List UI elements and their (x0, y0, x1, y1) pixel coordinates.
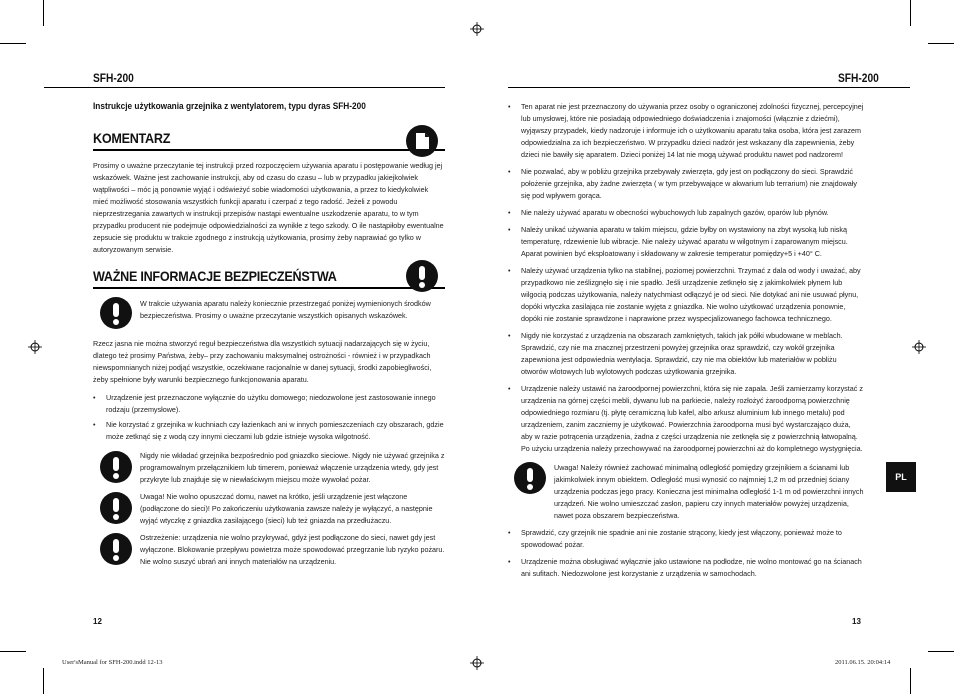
crop-mark (0, 43, 26, 44)
warning-text: Ostrzeżenie: urządzenia nie wolno przykrywać, gdyż jest podłączone do sieci, nawet gdy jest wyłączone. Blokowanie przepływu powietrza może spowodować przegrzanie lub ryzyko pożaru. Nie wolno suszyć ubrań ani innych materiałów na urządzeniu. (140, 533, 445, 566)
language-tab: PL (886, 462, 916, 492)
section-rule (93, 287, 445, 289)
list-item: • Urządzenie jest przeznaczone wyłącznie do użytku domowego; niedozwolone jest zastosowanie innego rodzaju (przemysłowe). (93, 392, 445, 416)
header-rule-left (44, 87, 445, 88)
exclamation-icon (514, 462, 546, 494)
safety-intro-text: Rzecz jasna nie można stworzyć reguł bezpieczeństwa dla wszystkich sytuacji nadarzających się w życiu, dlatego też prosimy Państwa, żeby– przy zachowaniu maksymalnej ostrożności - również i w przypadkach niewspomnianych niżej podjąć wszystkie, oczekiwane racjonalnie w danej sytuacji, środki zapobiegliwości, żeby spełnione były warunki bezpiecznego funkcjonowania aparatu. (93, 339, 432, 384)
right-bullet-list-2 (508, 527, 864, 580)
crop-mark (43, 668, 44, 694)
right-bullet-list (508, 101, 864, 455)
warning-text: Uwaga! Nie wolno opuszczać domu, nawet na krótko, jeśli urządzenie jest włączone (podłączone do sieci)! Po zakończeniu użytkowania zawsze należy je wyłączyć, a następnie wyjąć wtyczkę z gniazdka zasilającego (sieci) lub też gniazda na przedłużaczu. (140, 492, 433, 525)
crop-mark (910, 0, 911, 26)
crop-mark (910, 668, 911, 694)
section-title-safety: WAŻNE INFORMACJE BEZPIECZEŃSTWA (93, 268, 337, 284)
list-item: • Ten aparat nie jest przeznaczony do używania przez osoby o ograniczonej zdolności fizycznej, percepcyjnej lub umysłowej, które nie posiadają odpowiedniego doświadczenia i znajomości (włącznie z dziećmi), wyjąwszy przypadek, kiedy nadzoruje i informuje ich o użytkowaniu aparatu taka osoba, która jest zarazem odpowiedzialna za ich bezpieczeństwo. W przypadku dzieci nadzór jest wskazany dla zapewnienia, żeby dzieci nie bawiły się aparatem. Dzieci poniżej 14 lat nie mogą używać produktu nawet pod nadzorem! (508, 101, 864, 161)
page-number-right: 13 (852, 617, 861, 626)
section-rule (93, 149, 445, 151)
header-rule-right (508, 87, 910, 88)
safety-bullet-list (93, 392, 445, 443)
exclamation-icon (100, 297, 132, 329)
komentarz-text: Prosimy o uważne przeczytanie tej instrukcji przed rozpoczęciem używania aparatu i postępowanie według jej wskazówek. Ważne jest zachowanie instrukcji, aby od czasu do czasu – lub w przypadku jakiejkolwiek wątpliwości – móc ją ponownie wyjąć i odświeżyć sobie wiadomości użytkowania, a przez to kiedykolwiek mieć możliwość stosowania wszystkich funkcji aparatu i czerpać z tego radość. Jeżeli z powodu nieprzestrzegania zawartych w instrukcji przepisów nastąpi ewentualne uszkodzenie aparatu, to w tym przypadku producent nie podejmuje odpowiedzialności za wynikłe z tego szkody. O ile nastąpiłoby ewentualne zepsucie się produktu w trakcie zgodnego z instrukcją użytkowania, prosimy żeby naprawiać go tylko w autoryzowanym serwisie. (93, 161, 444, 254)
registration-mark-icon (28, 340, 42, 354)
list-item: • Sprawdzić, czy grzejnik nie spadnie ani nie zostanie strącony, kiedy jest włączony, ponieważ może to spowodować pożar. (508, 527, 864, 551)
slug-file-info: User'sManual for SFH-200.indd 12-13 (62, 659, 163, 666)
registration-mark-icon (470, 656, 484, 670)
list-item: • Urządzenie należy ustawić na żaroodpornej powierzchni, która się nie zapala. Jeśli zamierzamy korzystać z urządzenia na górnej części mebli, dywanu lub na parkiecie, należy rozłożyć żaroodporną powierzchnię odpowiedniego rozmiaru (tj. płytę ceramiczną lub kafel, albo arkusz aluminium lub innego metalu) pod urządzeniem, zanim zaczniemy je użytkować. Powierzchnia żaroodporna musi być wystarczająco duża, aby w razie potrącenia urządzenia, żadna z części urządzenia nie zetknęła się z powierzchnią łatwopalną. Po użyciu urządzenia należy przechowywać na żaroodpornej powierzchni aż do kompletnego wystygnięcia. (508, 383, 864, 455)
header-model-left: SFH-200 (93, 71, 134, 85)
header-model-right: SFH-200 (838, 71, 879, 85)
list-item: • Należy unikać używania aparatu w takim miejscu, gdzie byłby on wystawiony na zbyt wysoką lub niską temperaturę, rdzewienie lub wibracje. Nie należy używać aparatu w wilgotnym i zaparowanym miejscu. Aparat powinien być eksploatowany i składowany w zakresie temperatur pomiędzy+5 i +40° C. (508, 224, 864, 260)
manual-subtitle: Instrukcje użytkowania grzejnika z wentylatorem, typu dyras SFH-200 (93, 101, 366, 111)
exclamation-icon (100, 492, 132, 524)
distance-warning-text: Uwaga! Należy również zachować minimalną odległość pomiędzy grzejnikiem a ścianami lub jakimkolwiek innym obiektem. Odległość musi wynosić co najmniej 1,2 m od przedniej ściany urządzenia podczas jego pracy. Konieczna jest minimalna odległość 1-1 m od powierzchni innych urządzeń. Nie wolno umieszczać zasłon, papieru czy innych materiałów powyżej urządzenia, nawet poza obszarem bezpieczeństwa. (554, 463, 864, 520)
section-title-komentarz: KOMENTARZ (93, 130, 171, 146)
list-item: • Nigdy nie korzystać z urządzenia na obszarach zamkniętych, takich jak półki wbudowane w meblach. Sprawdzić, czy nie ma znacznej przestrzeni powyżej grzejnika oraz sprawdzić, czy wokół grzejnika zapewniona jest odpowiednia wentylacja. Sprawdzić, czy nie ma obiektów lub materiałów w pobliżu otworów wlotowych lub wylotowych podczas użytkowania grzejnika. (508, 330, 864, 378)
crop-mark (43, 0, 44, 26)
exclamation-icon (406, 260, 438, 292)
list-item: • Nie pozwalać, aby w pobliżu grzejnika przebywały zwierzęta, gdy jest on podłączony do sieci. Sprawdzić położenie grzejnika, aby żadne zwierzęta ( w tym przebywające w akwarium lub terrarium) nie znajdowały się pod wpływem gorąca. (508, 166, 864, 202)
list-item: • Należy używać urządzenia tylko na stabilnej, poziomej powierzchni. Trzymać z dala od wody i uważać, aby przypadkowo nie ześlizgnęło się i nie spadło. Jeśli urządzenie zetknęło się z jakimkolwiek płynem lub wilgocią podczas użytkowania, należy natychmiast odłączyć je od sieci. Nie dotykać ani nie usuwać płynu, dopóki wtyczka zasilająca nie zostanie wyjęta z gniazdka. Nie wolno użytkować urządzenia ponownie, dopóki nie zostanie sprawdzone i naprawione przez wyspecjalizowanego fachowca technicznego. (508, 265, 864, 325)
list-item: • Nie korzystać z grzejnika w kuchniach czy łazienkach ani w innych pomieszczeniach czy obszarach, gdzie może zetknąć się z wodą czy innymi cieczami lub gdzie istnieje wysoka wilgotność. (93, 419, 445, 443)
exclamation-icon (100, 451, 132, 483)
crop-mark (928, 651, 954, 652)
list-item: • Urządzenie można obsługiwać wyłącznie jako ustawione na podłodze, nie wolno montować go na ścianach ani sufitach. Niedozwolone jest korzystanie z urządzenia w samochodach. (508, 556, 864, 580)
warning-text: Nigdy nie wkładać grzejnika bezpośrednio pod gniazdko sieciowe. Nigdy nie używać grzejnika z programowalnym przełącznikiem lub timerem, ponieważ włączenie urządzenia wtedy, gdy jest przykryte lub znajduje się w niewłaściwym miejscu może wywołać pożar. (140, 451, 445, 484)
registration-mark-icon (912, 340, 926, 354)
document-icon (406, 125, 438, 157)
page-number-left: 12 (93, 617, 102, 626)
crop-mark (928, 43, 954, 44)
warning-intro-text: W trakcie używania aparatu należy koniecznie przestrzegać poniżej wymienionych środków bezpieczeństwa. Prosimy o uważne przeczytanie wszystkich opisanych wskazówek. (140, 299, 431, 320)
exclamation-icon (100, 533, 132, 565)
registration-mark-icon (470, 22, 484, 36)
slug-timestamp: 2011.06.15. 20:04:14 (835, 659, 891, 666)
crop-mark (0, 651, 26, 652)
list-item: • Nie należy używać aparatu w obecności wybuchowych lub zapalnych gazów, oparów lub płynów. (508, 207, 864, 219)
